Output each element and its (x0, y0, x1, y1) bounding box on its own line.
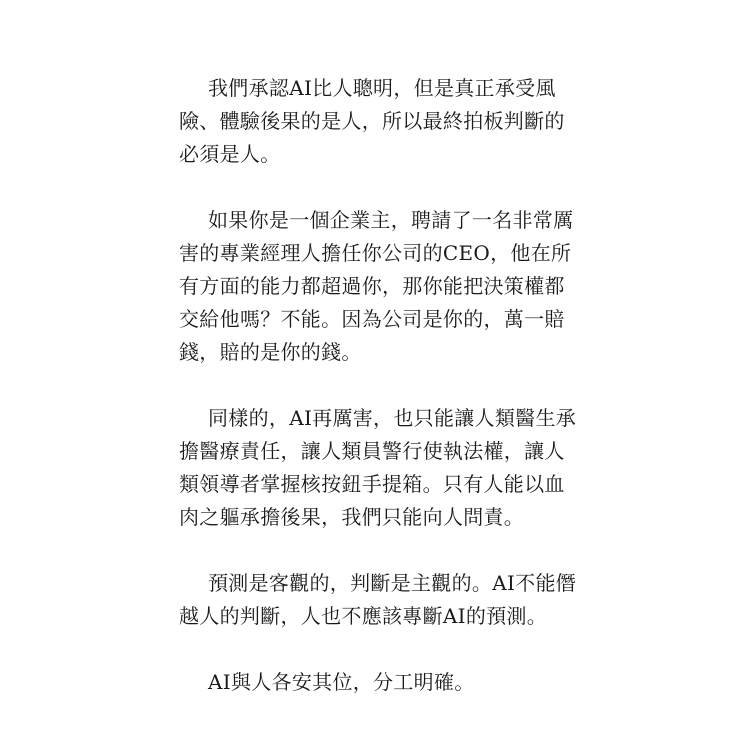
text-body (179, 72, 583, 732)
paragraph-4: 預測是客觀的，判斷是主觀的。AI不能僭越人的判斷，人也不應該專斷AI的預測。 (179, 571, 577, 628)
paragraph-2: 如果你是一個企業主，聘請了一名非常厲害的專業經理人擔任你公司的CEO，他在所有方面的能力都超過你，那你能把決策權都交給他嗎？不能。因為公司是你的，萬一賠錢，賠的是你的錢。 (179, 208, 574, 364)
paragraph-1: 我們承認AI比人聰明，但是真正承受風險、體驗後果的是人，所以最終拍板判斷的必須是人。 (179, 76, 565, 166)
paragraph-3: 同樣的，AI再厲害，也只能讓人類醫生承擔醫療責任，讓人類員警行使執法權，讓人類領導者掌握核按鈕手提箱。只有人能以血肉之軀承擔後果，我們只能向人問責。 (179, 406, 577, 529)
paragraph-5: AI與人各安其位，分工明確。 (208, 670, 475, 694)
